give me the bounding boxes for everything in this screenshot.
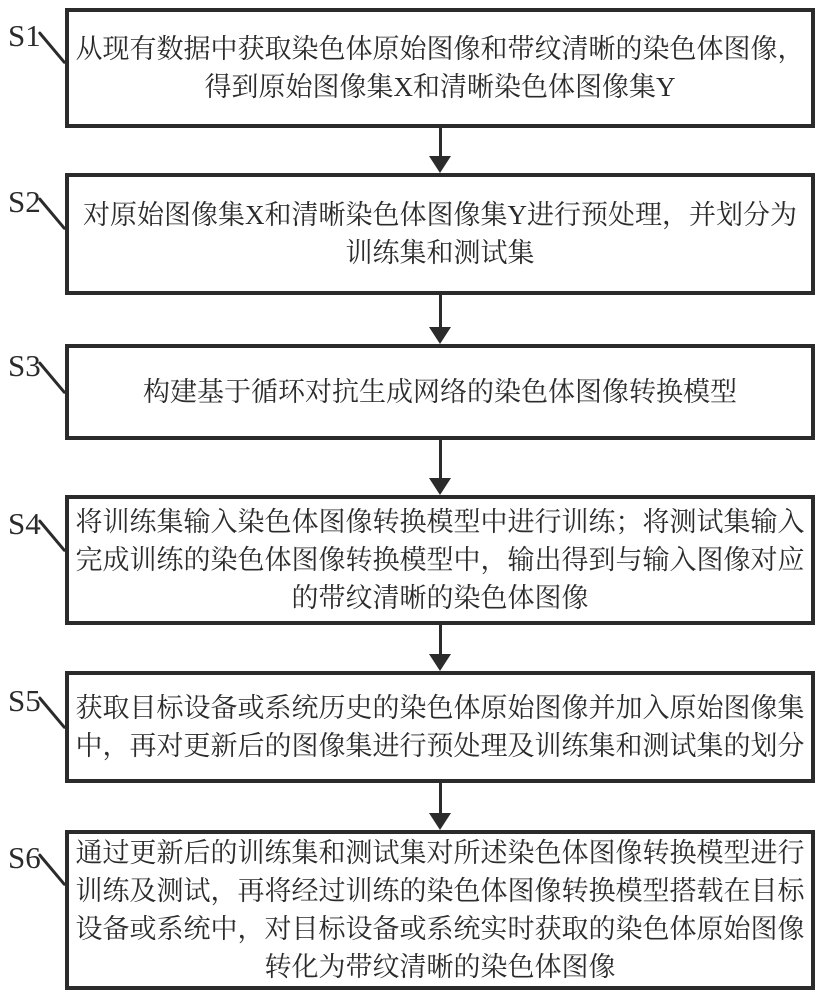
step-label-s2: S2 [8, 184, 41, 219]
arrow-head [429, 327, 451, 344]
leader-line-s6 [38, 853, 67, 886]
step-label-s3: S3 [8, 348, 41, 383]
arrow-stem [439, 625, 442, 654]
leader-line-s4 [38, 519, 67, 552]
arrow-down-icon [428, 295, 452, 344]
arrow-down-icon [428, 783, 452, 830]
leader-line-s3 [38, 361, 67, 394]
step-s6-text-line-2: 训练及测试，再将经过训练的染色体图像转换模型搭载在目标 [75, 876, 805, 906]
arrow-head [429, 654, 451, 671]
arrow-stem [439, 440, 442, 478]
step-s2-text-line-1: 对原始图像集X和清晰染色体图像集Y进行预处理，并划分为 [83, 200, 797, 230]
leader-line-s2 [38, 197, 67, 230]
step-box-s4 [65, 495, 815, 625]
step-box-s3 [65, 344, 815, 440]
step-s6-text-line-3: 设备或系统中，对目标设备或系统实时获取的染色体原始图像 [75, 914, 805, 944]
arrow-down-icon [428, 440, 452, 495]
step-box-s6 [65, 830, 815, 990]
step-box-s5 [65, 671, 815, 783]
arrow-stem [439, 128, 442, 156]
step-s4-text-line-1: 将训练集输入染色体图像转换模型中进行训练；将测试集输入 [75, 507, 805, 537]
arrow-stem [439, 783, 442, 813]
step-s5-text-line-1: 获取目标设备或系统历史的染色体原始图像并加入原始图像集 [75, 693, 805, 723]
step-box-s2 [65, 173, 815, 295]
step-s6-text-line-4: 转化为带纹清晰的染色体图像 [264, 952, 616, 982]
arrow-head [429, 813, 451, 830]
step-s1-text-line-1: 从现有数据中获取染色体原始图像和带纹清晰的染色体图像， [75, 34, 805, 64]
step-box-s1 [65, 8, 815, 128]
step-label-s1: S1 [8, 18, 41, 53]
step-label-s5: S5 [8, 683, 41, 718]
step-label-s4: S4 [8, 506, 41, 541]
step-s2-text-line-2: 训练集和测试集 [345, 238, 535, 268]
arrow-head [429, 478, 451, 495]
step-s5-text-line-2: 中，再对更新后的图像集进行预处理及训练集和测试集的划分 [75, 731, 805, 761]
leader-line-s1 [38, 31, 67, 64]
arrow-head [429, 156, 451, 173]
step-s1-text-line-2: 得到原始图像集X和清晰染色体图像集Y [204, 72, 676, 102]
step-s3-text-line-1: 构建基于循环对抗生成网络的染色体图像转换模型 [143, 377, 737, 407]
step-s4-text-line-3: 的带纹清晰的染色体图像 [291, 583, 589, 613]
leader-line-s5 [38, 696, 67, 729]
arrow-down-icon [428, 128, 452, 173]
step-s4-text-line-2: 完成训练的染色体图像转换模型中，输出得到与输入图像对应 [75, 545, 805, 575]
arrow-down-icon [428, 625, 452, 671]
step-label-s6: S6 [8, 840, 41, 875]
arrow-stem [439, 295, 442, 327]
step-s6-text-line-1: 通过更新后的训练集和测试集对所述染色体图像转换模型进行 [75, 838, 805, 868]
